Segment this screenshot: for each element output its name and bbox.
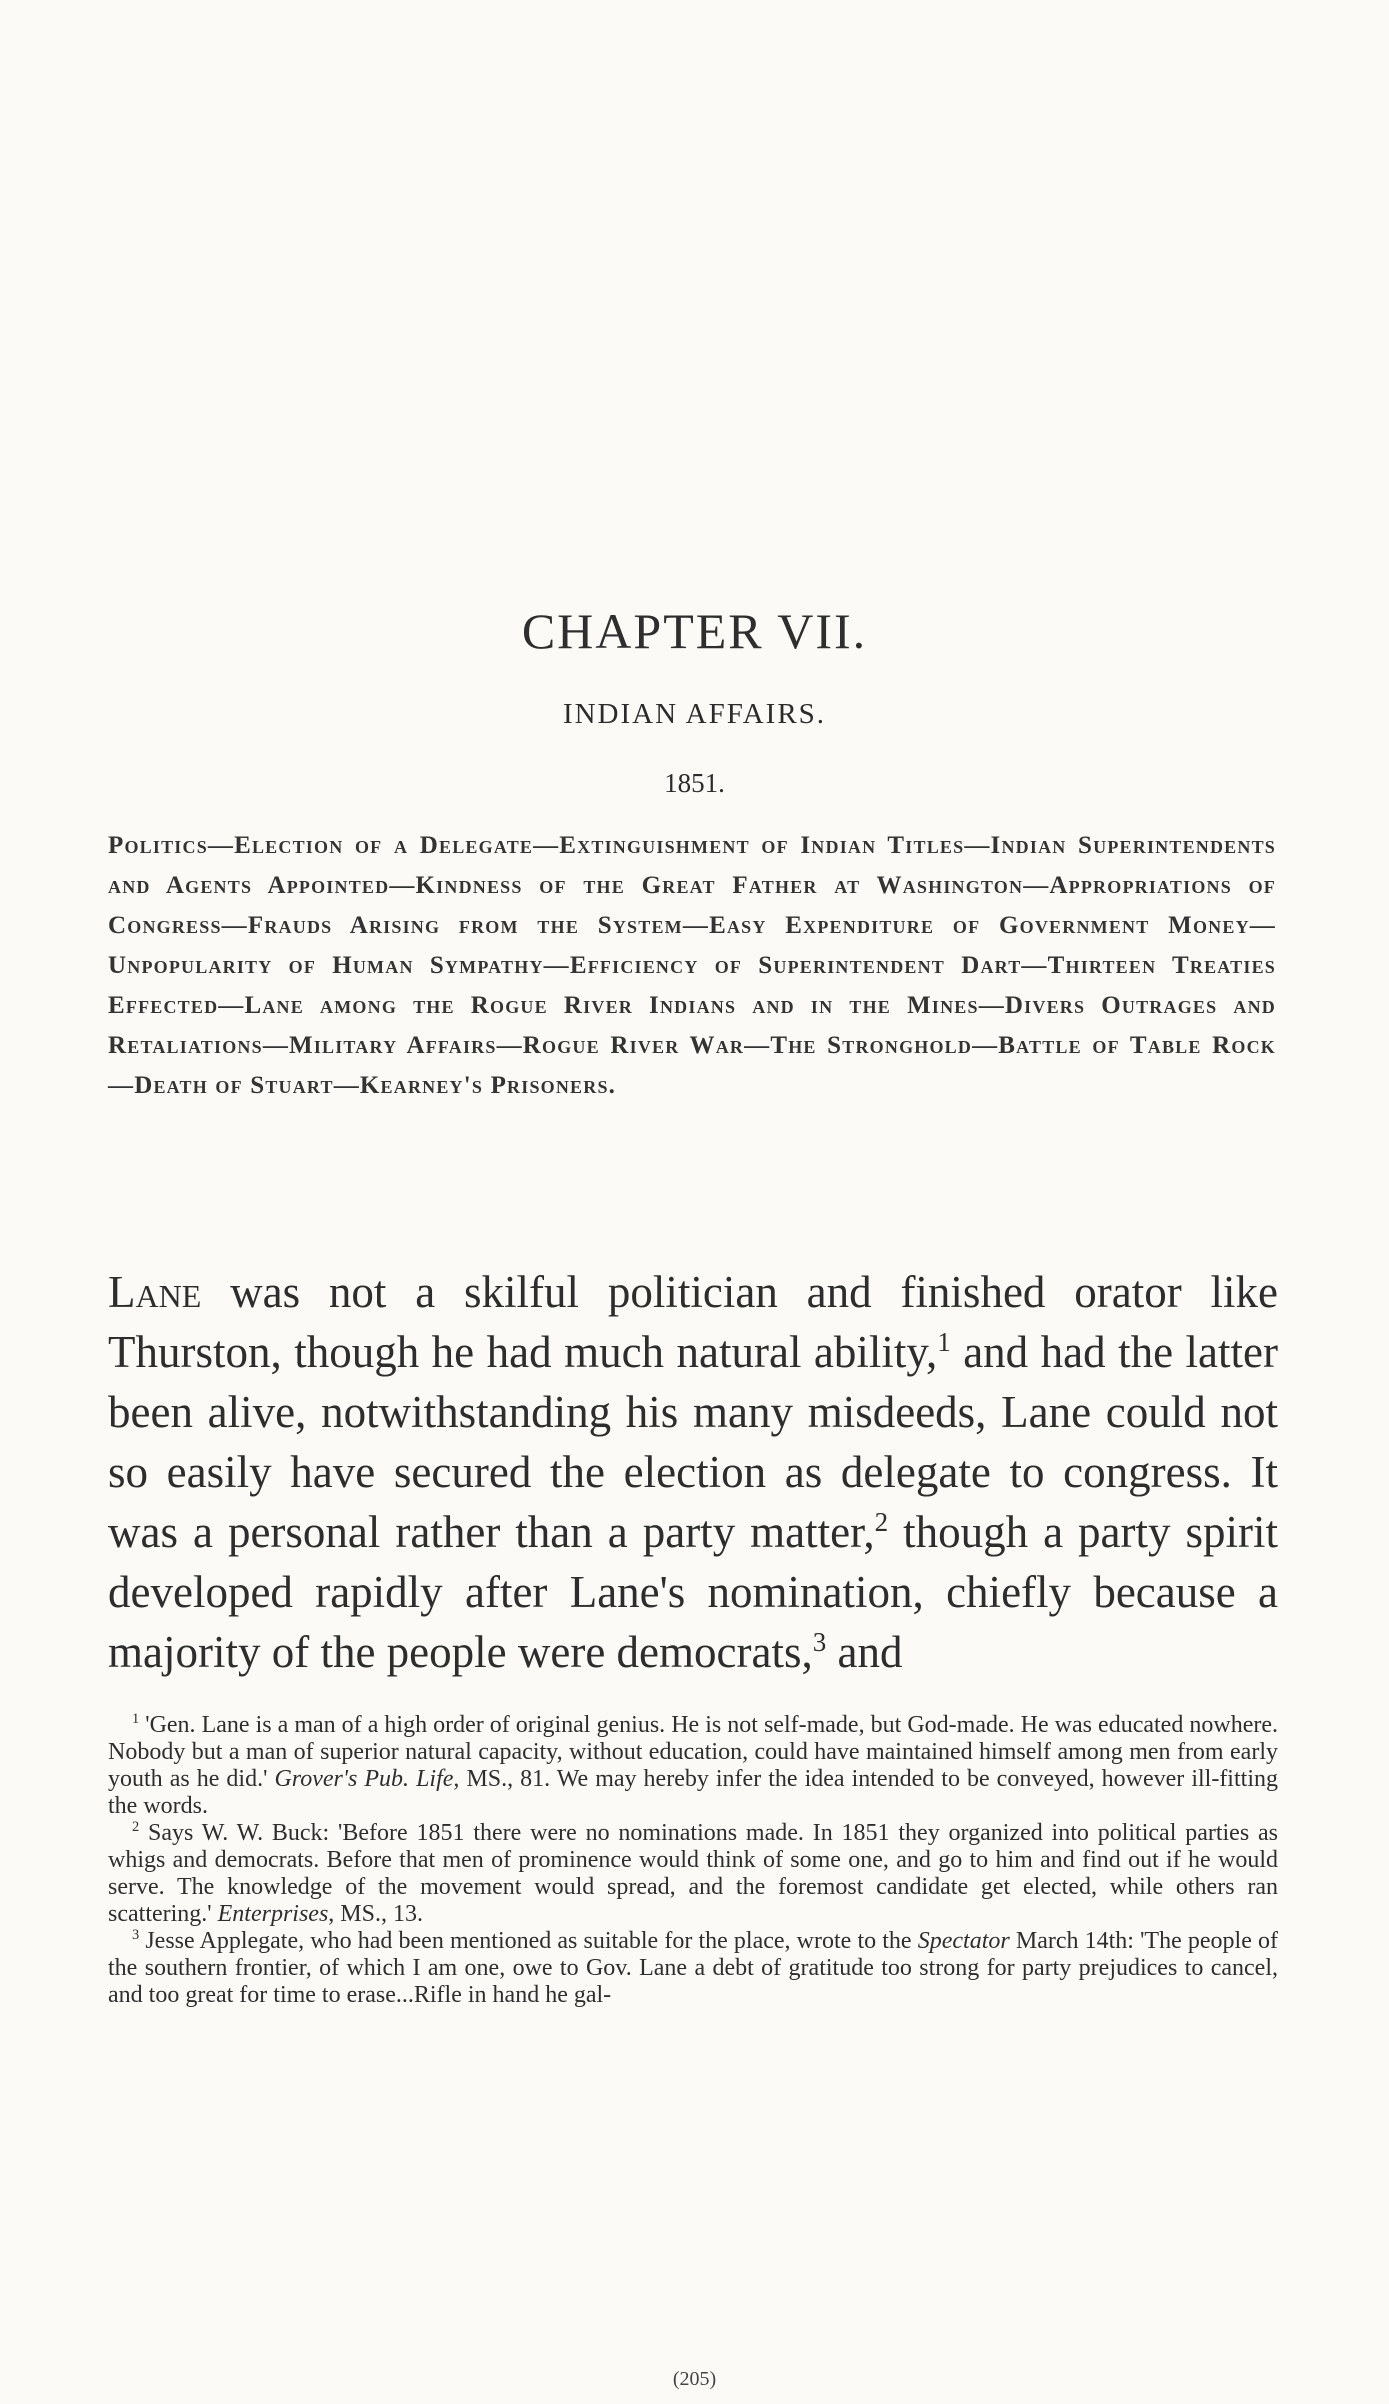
footnote-ref-2: 2 [874,1507,889,1537]
footnote-number: 3 [132,1927,140,1943]
footnote-text: Jesse Applegate, who had been mentioned as suitable for the place, wrote to the [139,1928,918,1954]
footnote-ref-1: 1 [937,1327,951,1357]
footnote-number: 2 [132,1819,140,1835]
footnote-text: 'Gen. Lane is a man of a high order of original genius. He is not self-made, but God-made. He was educated nowhere. Nobody but a man of superior natural capacity, without education, could have maintained himself among men from early youth as he did.' [108,1712,1278,1792]
footnote [108,1712,1278,1820]
footnote-source: Spectator [917,1928,1010,1954]
footnote-ref-3: 3 [812,1627,827,1657]
chapter-subtitle: INDIAN AFFAIRS. [562,698,827,730]
footnote-text-after: , MS., 13. [328,1901,423,1927]
body-paragraph [108,1262,1278,1682]
lead-word: Lane [108,1267,202,1317]
footnote-number: 1 [132,1711,140,1727]
body-segment-1: was not a skilful politician and finished orator like Thurston, though he had much natural ability, [108,1267,1278,1377]
footnote-source: Enterprises [217,1901,329,1927]
body-segment-2: and had the latter been alive, notwithstanding his many misdeeds, Lane could not so easily have secured the election as delegate to congress. It was a personal rather than a party matter, [108,1327,1278,1557]
footnote-source: Grover's Pub. Life [274,1766,454,1792]
footnote-text-after: March 14th: 'The people of the southern frontier, of which I am one, owe to Gov. Lane a debt of gratitude too strong for party prejudices to cancel, and too great for time to erase...Rifle in hand he gal- [108,1928,1278,2008]
chapter-synopsis: Politics—Election of a Delegate—Extinguishment of Indian Titles—Indian Superintendents and Agents Appointed—Kindness of the Great Father at Washington—Appropriations of Congress—Frauds Arising from the System—Easy Expenditure of Government Money—Unpopularity of Human Sympathy—Efficiency of Superintendent Dart—Thirteen Treaties Effected—Lane among the Rogue River Indians and in the Mines—Divers Outrages and Retaliations—Military Affairs—Rogue River War—The Stronghold—Battle of Table Rock—Death of Stuart—Kearney's Prisoners. [108,832,1276,1099]
footnote-text-after: , MS., 81. We may hereby infer the idea intended to be conveyed, however ill-fitting the words. [108,1766,1278,1819]
footnote-text: Says W. W. Buck: 'Before 1851 there were no nominations made. In 1851 they organized into political parties as whigs and democrats. Before that men of prominence would think of some one, and go to him and find out if he would serve. The knowledge of the movement would spread, and the foremost candidate get elected, while others ran scattering.' [108,1820,1278,1927]
page-number: (205) [672,2368,717,2390]
body-segment-3: though a party spirit developed rapidly after Lane's nomination, chiefly because a majority of the people were democrats, [108,1507,1278,1677]
footnote [108,1928,1278,2009]
chapter-title: CHAPTER VII. [521,603,868,659]
footnote [108,1820,1278,1928]
chapter-year: 1851. [664,768,725,798]
body-segment-4: and [826,1627,903,1677]
footnotes [108,1712,1278,2009]
